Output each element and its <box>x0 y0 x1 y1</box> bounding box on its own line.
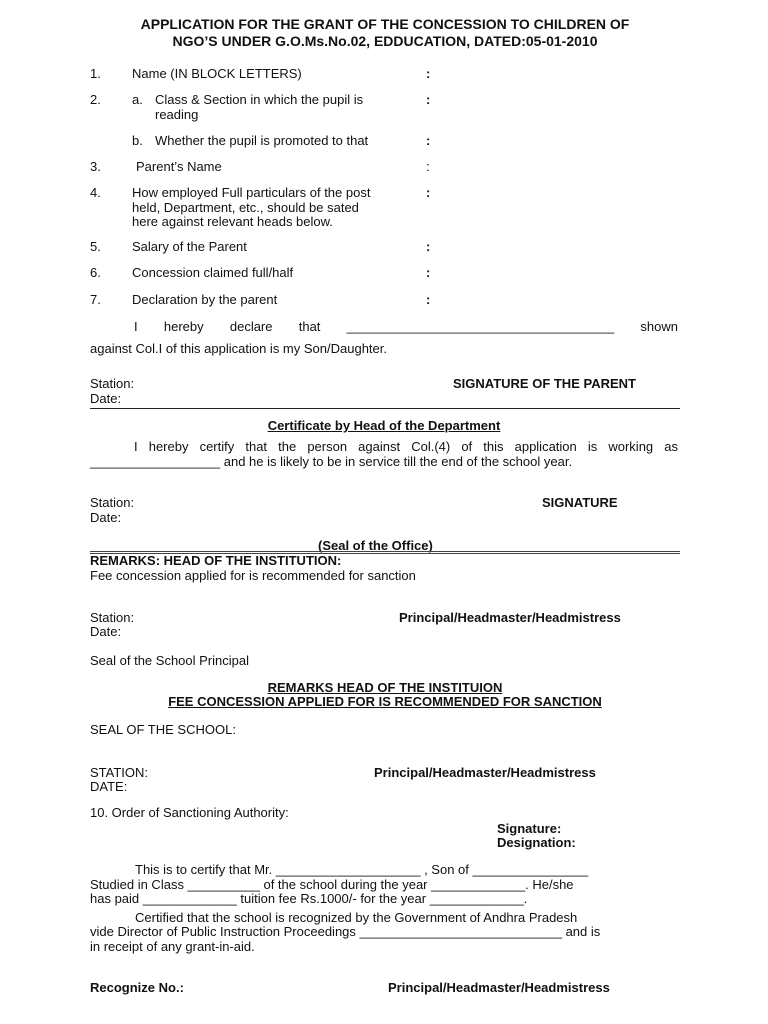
item-7-colon: : <box>426 292 431 307</box>
item-4-text-line-1: How employed Full particulars of the post <box>132 185 371 200</box>
item-2a-marker: a. <box>132 92 143 107</box>
parent-date-label: Date: <box>90 391 122 406</box>
remarks2-signatory: Principal/Headmaster/Headmistress <box>374 765 596 780</box>
sanction-signature-label: Signature: <box>497 821 562 836</box>
dept-certificate-line-2: __________________ and he is likely to be in service till the end of the school year. <box>90 454 573 469</box>
item-7-number: 7. <box>90 292 101 307</box>
item-4-text-line-2: held, Department, etc., should be sated <box>132 200 359 215</box>
remarks2-date-label: DATE: <box>90 779 128 794</box>
item-5-number: 5. <box>90 239 101 254</box>
remarks2-heading-line-2: FEE CONCESSION APPLIED FOR IS RECOMMENDED FOR SANCTION <box>168 694 602 709</box>
item-4-colon: : <box>426 185 431 200</box>
school-principal-seal-label: Seal of the School Principal <box>90 653 249 668</box>
dept-station-label: Station: <box>90 495 135 510</box>
parent-station-label: Station: <box>90 376 135 391</box>
item-6-colon: : <box>426 265 431 280</box>
form-title-line-1: APPLICATION FOR THE GRANT OF THE CONCESSION TO CHILDREN OF <box>140 16 630 32</box>
certify-line-1: This is to certify that Mr. ____________________ , Son of ________________ <box>135 862 589 877</box>
item-2a-text-line-2: reading <box>155 107 199 122</box>
school-seal-label: SEAL OF THE SCHOOL: <box>90 722 236 737</box>
remarks1-station-label: Station: <box>90 610 135 625</box>
certify-line-3: has paid _____________ tuition fee Rs.1000/- for the year _____________. <box>90 891 528 906</box>
item-5-label: Salary of the Parent <box>132 239 247 254</box>
footer-signatory: Principal/Headmaster/Headmistress <box>388 980 610 995</box>
dept-date-label: Date: <box>90 510 122 525</box>
recognition-line-1: Certified that the school is recognized by the Government of Andhra Pradesh <box>135 910 578 925</box>
item-2b-text: Whether the pupil is promoted to that <box>155 133 369 148</box>
sanctioning-authority-label: 10. Order of Sanctioning Authority: <box>90 805 289 820</box>
certify-line-2: Studied in Class __________ of the school during the year _____________. He/she <box>90 877 574 892</box>
item-2b-marker: b. <box>132 133 143 148</box>
recognition-line-3: in receipt of any grant-in-aid. <box>90 939 255 954</box>
dept-certificate-heading: Certificate by Head of the Department <box>267 418 501 433</box>
parent-signature-label: SIGNATURE OF THE PARENT <box>453 376 636 391</box>
recognize-number-label: Recognize No.: <box>90 980 184 995</box>
remarks-institution-heading: REMARKS: HEAD OF THE INSTITUTION: <box>90 553 342 568</box>
remarks1-date-label: Date: <box>90 624 122 639</box>
item-6-number: 6. <box>90 265 101 280</box>
sanction-designation-label: Designation: <box>497 835 576 850</box>
item-3-number: 3. <box>90 159 101 174</box>
item-2a-text-line-1: Class & Section in which the pupil is <box>155 92 364 107</box>
remarks1-signatory: Principal/Headmaster/Headmistress <box>399 610 621 625</box>
item-2b-colon: : <box>426 133 431 148</box>
item-4-text-line-3: here against relevant heads below. <box>132 214 333 229</box>
remarks2-heading-line-1: REMARKS HEAD OF THE INSTITUION <box>267 680 503 695</box>
item-1-colon: : <box>426 66 431 81</box>
item-2-number: 2. <box>90 92 101 107</box>
remarks2-station-label: STATION: <box>90 765 149 780</box>
dept-signature-label: SIGNATURE <box>542 495 618 510</box>
declaration-line-1: I hereby declare that _____________________________________ shown <box>134 319 678 334</box>
item-3-label: Parent’s Name <box>136 159 222 174</box>
item-1-label: Name (IN BLOCK LETTERS) <box>132 66 302 81</box>
item-7-label: Declaration by the parent <box>132 292 278 307</box>
item-3-colon: : <box>426 159 430 174</box>
dept-certificate-line-1: I hereby certify that the person against Col.(4) of this application is working as <box>134 439 678 454</box>
recognition-line-2: vide Director of Public Instruction Proceedings ____________________________ and is <box>90 924 601 939</box>
item-6-label: Concession claimed full/half <box>132 265 294 280</box>
item-1-number: 1. <box>90 66 101 81</box>
declaration-line-2: against Col.I of this application is my Son/Daughter. <box>90 341 387 356</box>
item-5-colon: : <box>426 239 431 254</box>
remarks-institution-text: Fee concession applied for is recommended for sanction <box>90 568 416 583</box>
item-2a-colon: : <box>426 92 431 107</box>
form-title-line-2: NGO’S UNDER G.O.Ms.No.02, EDDUCATION, DATED:05-01-2010 <box>172 33 598 49</box>
section-divider <box>90 408 680 409</box>
office-seal-label: (Seal of the Office) <box>318 538 433 553</box>
item-4-number: 4. <box>90 185 101 200</box>
